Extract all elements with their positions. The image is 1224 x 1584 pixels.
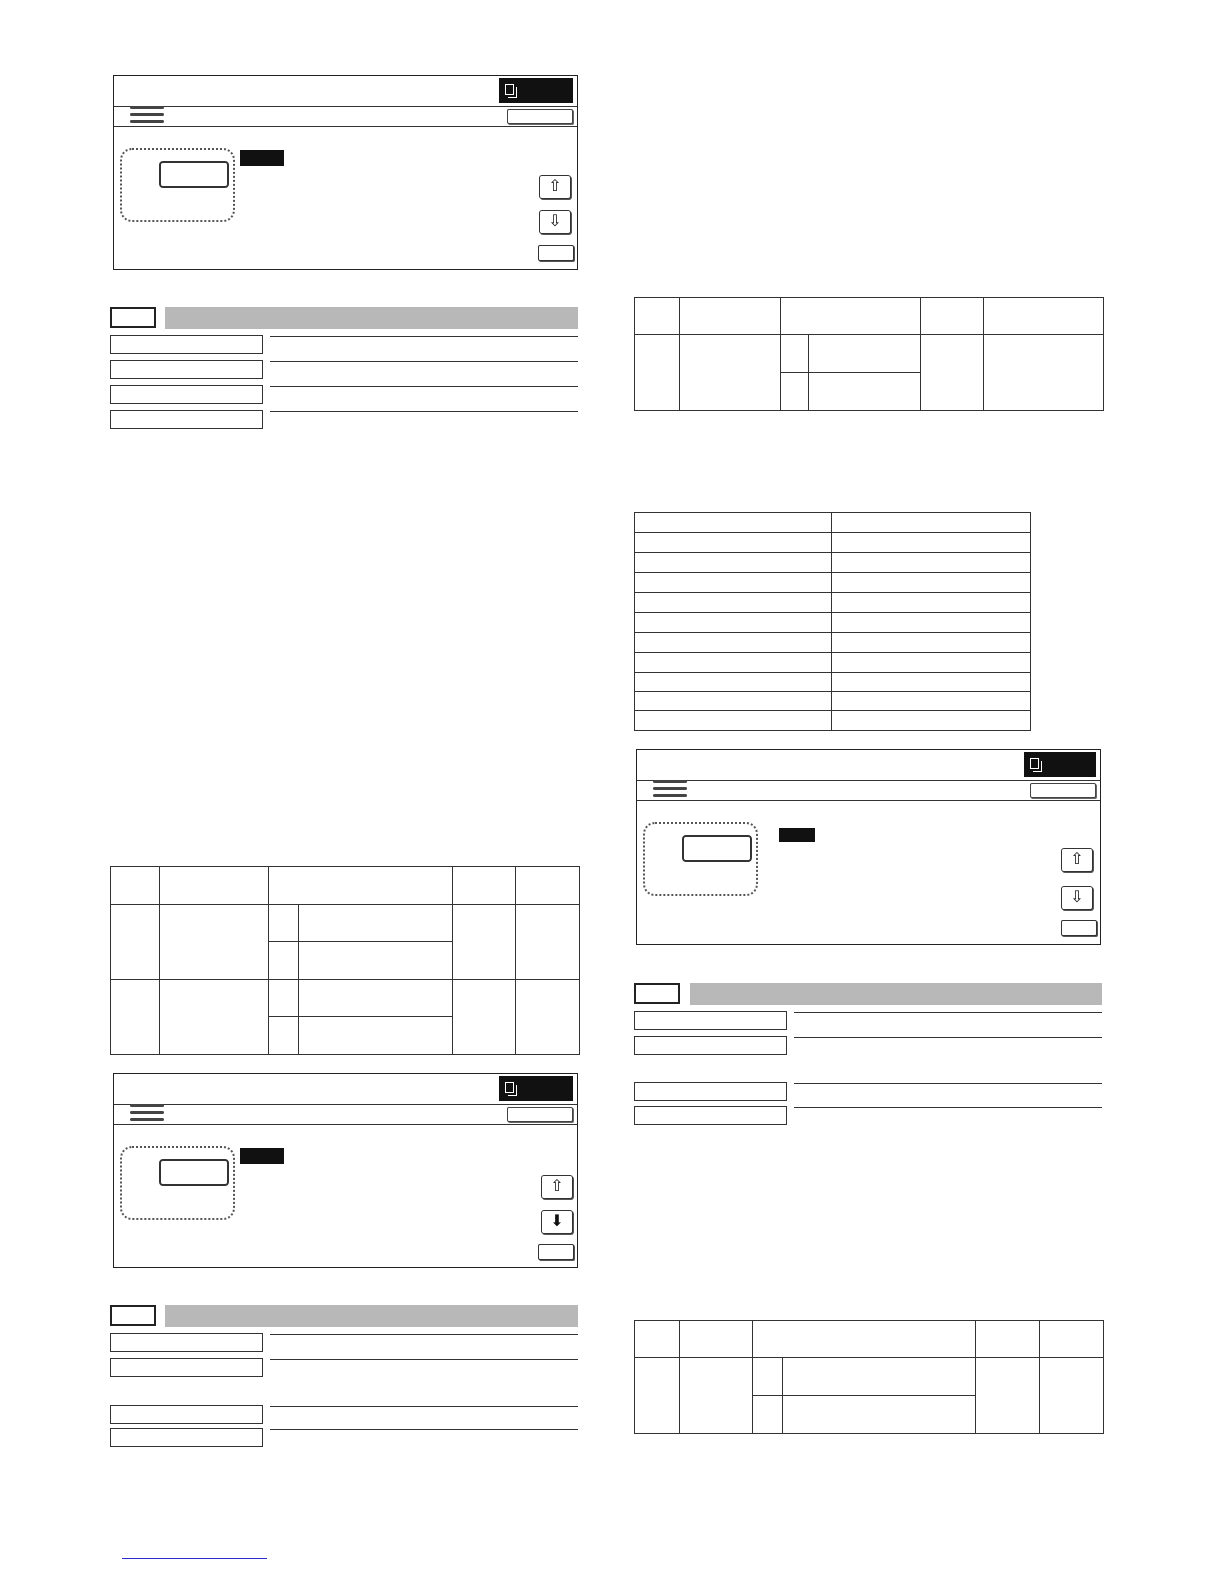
menu-lines-icon — [130, 1102, 164, 1126]
section-title-bar — [165, 307, 578, 329]
lcd-screen-1 — [113, 75, 578, 270]
section-number-box — [110, 1305, 156, 1326]
lcd-screen-2 — [113, 1073, 578, 1268]
settings-table-2 — [634, 297, 1104, 411]
item-label-box — [110, 360, 263, 379]
section-title-bar — [690, 983, 1102, 1005]
item-rule — [270, 1429, 578, 1430]
item-rule — [794, 1107, 1102, 1108]
item-label-box — [634, 1106, 787, 1125]
arrow-down-icon[interactable]: ⇩ — [539, 210, 571, 234]
settings-table-1 — [110, 866, 580, 1055]
section-title-bar — [165, 1305, 578, 1327]
ok-button[interactable] — [538, 245, 574, 261]
item-rule — [270, 361, 578, 362]
item-label-box — [110, 1405, 263, 1424]
selected-item-label — [240, 1148, 284, 1164]
item-rule — [270, 386, 578, 387]
arrow-down-icon[interactable]: ⬇ — [541, 1210, 573, 1234]
table-header-cell — [453, 867, 516, 905]
table-header-cell — [984, 298, 1104, 335]
table-header-cell — [680, 1321, 753, 1358]
menu-lines-icon — [653, 778, 687, 802]
item-rule — [270, 411, 578, 412]
table-header-cell — [516, 867, 580, 905]
table-header-cell — [781, 298, 921, 335]
copy-mode-badge[interactable] — [1024, 752, 1096, 777]
back-button[interactable] — [507, 109, 573, 124]
table-header-cell — [635, 1321, 680, 1358]
table-header-cell — [635, 298, 680, 335]
item-rule — [270, 1359, 578, 1360]
selected-item-label — [779, 828, 815, 842]
lcd-screen-3 — [636, 749, 1101, 945]
value-list-table — [634, 512, 1031, 731]
item-rule — [794, 1037, 1102, 1038]
back-button[interactable] — [507, 1107, 573, 1122]
table-header-cell — [976, 1321, 1040, 1358]
value-display[interactable] — [159, 161, 229, 188]
item-label-box — [110, 385, 263, 404]
table-header-cell — [1040, 1321, 1104, 1358]
table-header-cell — [269, 867, 453, 905]
item-rule — [270, 1406, 578, 1407]
table-header-cell — [160, 867, 269, 905]
copy-mode-badge[interactable] — [499, 1076, 573, 1101]
item-label-box — [110, 335, 263, 354]
back-button[interactable] — [1030, 783, 1096, 798]
item-label-box — [634, 1036, 787, 1055]
settings-table-3 — [634, 1320, 1104, 1434]
table-header-cell — [921, 298, 984, 335]
item-label-box — [634, 1082, 787, 1101]
copy-mode-badge[interactable] — [499, 78, 573, 103]
arrow-up-icon[interactable]: ⇧ — [1061, 848, 1093, 872]
item-rule — [270, 336, 578, 337]
item-rule — [794, 1083, 1102, 1084]
arrow-down-icon[interactable]: ⇩ — [1061, 886, 1093, 910]
section-number-box — [634, 983, 680, 1004]
item-rule — [270, 1334, 578, 1335]
item-label-box — [110, 1358, 263, 1377]
value-display[interactable] — [682, 835, 752, 862]
arrow-up-icon[interactable]: ⇧ — [541, 1175, 573, 1199]
ok-button[interactable] — [538, 1244, 574, 1260]
ok-button[interactable] — [1061, 920, 1097, 936]
item-label-box — [634, 1011, 787, 1030]
table-header-cell — [111, 867, 160, 905]
value-display[interactable] — [159, 1159, 229, 1186]
section-number-box — [110, 307, 156, 328]
item-label-box — [110, 410, 263, 429]
arrow-up-icon[interactable]: ⇧ — [539, 175, 571, 199]
menu-lines-icon — [130, 104, 164, 128]
table-header-cell — [680, 298, 781, 335]
footer-link[interactable] — [122, 1558, 267, 1559]
item-label-box — [110, 1333, 263, 1352]
item-label-box — [110, 1428, 263, 1447]
selected-item-label — [240, 150, 284, 166]
item-rule — [794, 1012, 1102, 1013]
table-header-cell — [753, 1321, 976, 1358]
